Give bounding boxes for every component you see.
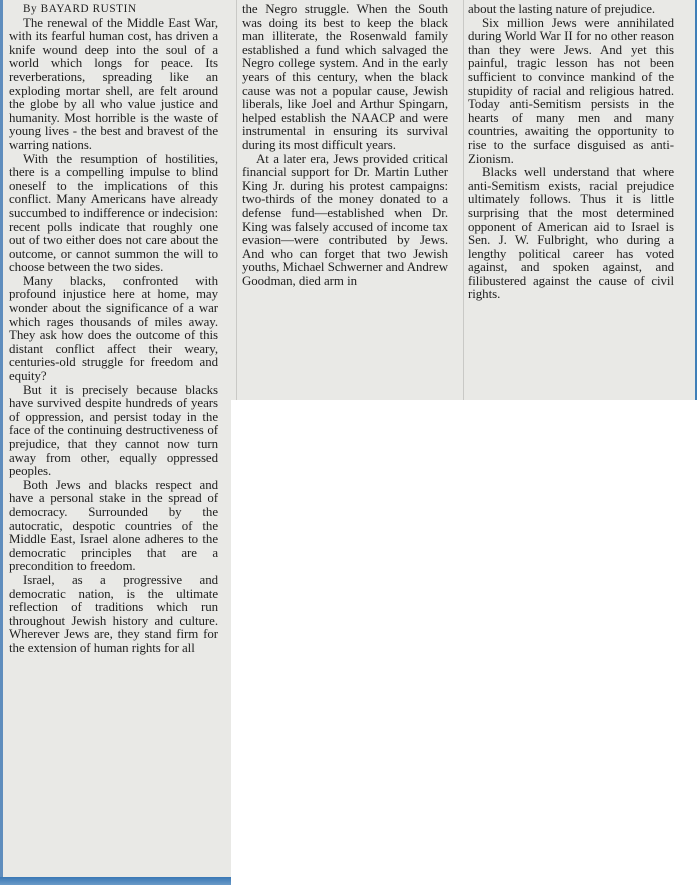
article-column-3	[468, 3, 674, 302]
column-rule-1	[236, 0, 237, 400]
article-column-1	[9, 3, 218, 656]
byline: By BAYARD RUSTIN	[23, 3, 137, 15]
paragraph: Both Jews and blacks respect and have a personal stake in the spread of democracy. Surrounded by the autocratic, despotic countries of the Middle East, Israel alone adheres to the democratic principles that are a precondition to freedom.	[9, 477, 218, 574]
paragraph: But it is precisely because blacks have survived despite hundreds of years of oppression, and persist today in the face of the continuing destructiveness of prejudice, that they cannot now turn away from other, equally oppressed peoples.	[9, 382, 218, 479]
scan-bottom-edge	[0, 877, 231, 885]
paragraph: about the lasting nature of prejudice.	[468, 2, 656, 16]
paragraph: Israel, as a progressive and democratic nation, is the ultimate reflection of traditions which run throughout Jewish history and culture. Wherever Jews are, they stand firm for the extension of human rights for all	[9, 572, 218, 655]
paragraph: At a later era, Jews provided critical financial support for Dr. Martin Luther King Jr. during his protest campaigns: two-thirds of the money donated to a defense fund—established when Dr. King was falsely accused of income tax evasion—were contributed by Jews. And who can forget that two Jewish youths, Michael Schwerner and Andrew Goodman, died arm in	[242, 151, 448, 288]
paragraph: With the resumption of hostilities, there is a compelling impulse to blind oneself to the implications of this conflict. Many Americans have already succumbed to indifference or indecision: recent polls indicate that roughly one out of two either does not care about the outcome, or cannot summon the will to choose between the two sides.	[9, 151, 218, 275]
article-column-2	[242, 3, 448, 288]
paragraph: Many blacks, confronted with profound injustice here at home, may wonder about the significance of a war which rages thousands of miles away. They ask how does the outcome of this distant conflict affect their weary, centuries-old struggle for freedom and equity?	[9, 273, 218, 384]
paragraph: The renewal of the Middle East War, with its fearful human cost, has driven a knife wound deep into the soul of a world which longs for peace. Its reverberations, spreading like an exploding mortar shell, are felt around the globe by all who value justice and humanity. Most horrible is the waste of young lives - the best and bravest of the warring nations.	[9, 15, 218, 152]
paragraph: Six million Jews were annihilated during World War II for no other reason than they were Jews. And yet this painful, tragic lesson has not been sufficient to convince mankind of the stupidity of racial and religious hatred. Today anti-Semitism persists in the hearts of many men and many countries, awaiting the opportunity to rise to the surface disguised as anti-Zionism.	[468, 15, 674, 166]
paragraph: Blacks well understand that where anti-Semitism exists, racial prejudice ultimately follows. Thus it is little surprising that the most determined opponent of American aid to Israel is Sen. J. W. Fulbright, who during a lengthy political career has voted against, and spoken against, and filibustered against the cause of civil rights.	[468, 165, 674, 302]
column-rule-2	[463, 0, 464, 400]
paragraph: the Negro struggle. When the South was doing its best to keep the black man illiterate, the Rosenwald family established a fund which salvaged the Negro college system. And in the early years of this century, when the black cause was not a popular cause, Jewish liberals, like Joel and Arthur Spingarn, helped establish the NAACP and were instrumental in ensuring its survival during its most difficult years.	[242, 2, 448, 152]
